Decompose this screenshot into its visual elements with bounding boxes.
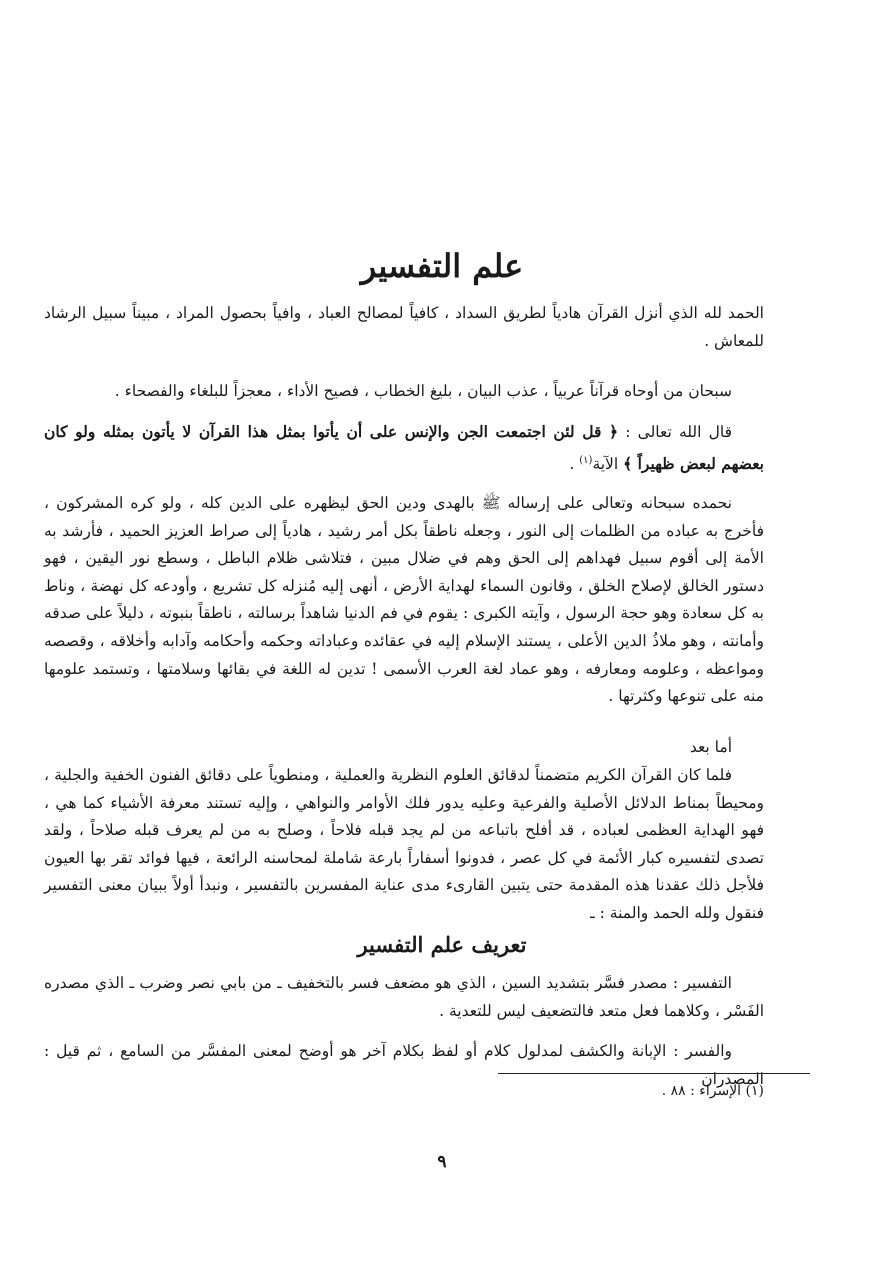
footnote-divider (498, 1073, 810, 1074)
paragraph-praise: الحمد لله الذي أنزل القرآن هادياً لطريق السداد ، كافياً لمصالح العباد ، وافياً بحصول المراد ، مبيناً سبيل الرشاد للمعاش . (44, 304, 764, 350)
paragraph-amma-baad: أما بعد (689, 738, 732, 756)
paragraph-fasr: والفسر : الإبانة والكشف لمدلول كلام أو لفظ بكلام آخر هو أوضح لمعنى المفسَّر من السامع ، ثم قيل : المصدران (44, 1042, 764, 1088)
verse-end: . (569, 454, 580, 473)
page-title: علم التفسير (360, 247, 524, 285)
page-number: ٩ (437, 1152, 447, 1172)
paragraph-description: نحمده سبحانه وتعالى على إرساله ﷺ بالهدى ودين الحق ليظهره على الدين كله ، ولو كره المشركون ، فأخرج به عباده من الظلمات إلى النور ، وجعله ناطقاً بكل أمر رشيد ، هادياً إلى صراط العزيز الحميد ، فأرشد به الأمة إلى أقوم سبيل فهداهم إلى الحق وهم في ضلال مبين ، فتلاشى ظلام الباطل ، وسطع نور اليقين ، فهو دستور الخالق لإصلاح الخلق ، وقانون السماء لهداية الأرض ، أنهى إليه مُنزله كل تشريع ، وأودعه كل نهضة ، وناط به كل سعادة وهو حجة الرسول ، وآيته الكبرى : يقوم في فم الدنيا شاهداً برسالته ، ناطقاً بنبوته ، دليلاً على صدقه وأمانته ، وهو ملاذُ الدين الأعلى ، يستند الإسلام إليه في عقائده وعباداته وحكمه وأحكامه وآدابه وأخلاقه ، وقصصه ومواعظه ، وعلومه ومعارفه ، وهو عماد لغة العرب الأسمى ! تدين له اللغة في بقائها وسلامتها ، وتستمد علومها منه على تنوعها وكثرتها . (44, 494, 764, 706)
verse-intro: قال الله تعالى : (618, 423, 732, 441)
footnote: (١) الإسراء : ٨٨ . (661, 1083, 764, 1099)
section-heading: تعريف علم التفسير (357, 932, 527, 957)
paragraph-introduction: فلما كان القرآن الكريم متضمناً لدقائق العلوم النظرية والعملية ، ومنطوياً على دقائق الفنون الخفية والجلية ، ومحيطاً بمناط الدلائل الأصلية والفرعية وعليه يدور فلك الأوامر والنواهي ، وإليه تستند معرفة الأشياء كما هي ، فهو الهداية العظمى لعباده ، قد أفلح باتباعه من لم يجد قبله فلاحاً ، وصلح به من لم يعرف قبله صلاحاً ، ولقد تصدى لتفسيره كبار الأئمة في كل عصر ، فدونوا أسفاراً بارعة شاملة لمحاسنه الرائعة ، فيها فوائد تقر بها العيون فلأجل ذلك عقدنا هذه المقدمة حتى يتبين القارىء مدى عناية المفسرين بالتفسير ، ونبدأ أولاً ببيان معنى التفسير فنقول ولله الحمد والمنة : ـ (44, 766, 764, 922)
quran-verse: ﴿ قل لئن اجتمعت الجن والإنس على أن يأتوا بمثل هذا القرآن لا يأتون بمثله ولو كان بعضهم لبعض ظهيراً ﴾ (44, 422, 764, 473)
footnote-marker: (١) (579, 454, 593, 466)
paragraph-quran-verse (44, 418, 764, 478)
paragraph-definition: التفسير : مصدر فسَّر بتشديد السين ، الذي هو مضعف فسر بالتخفيف ـ من بابي نصر وضرب ـ الذي مصدره الفَسْر ، وكلاهما فعل متعد فالتضعيف ليس للتعدية . (44, 974, 764, 1020)
paragraph-glorification: سبحان من أوحاه قرآناً عربياً ، عذب البيان ، بليغ الخطاب ، فصيح الأداء ، معجزاً للبلغاء والفصحاء . (114, 382, 732, 400)
verse-reference-label: الآية (592, 454, 624, 473)
